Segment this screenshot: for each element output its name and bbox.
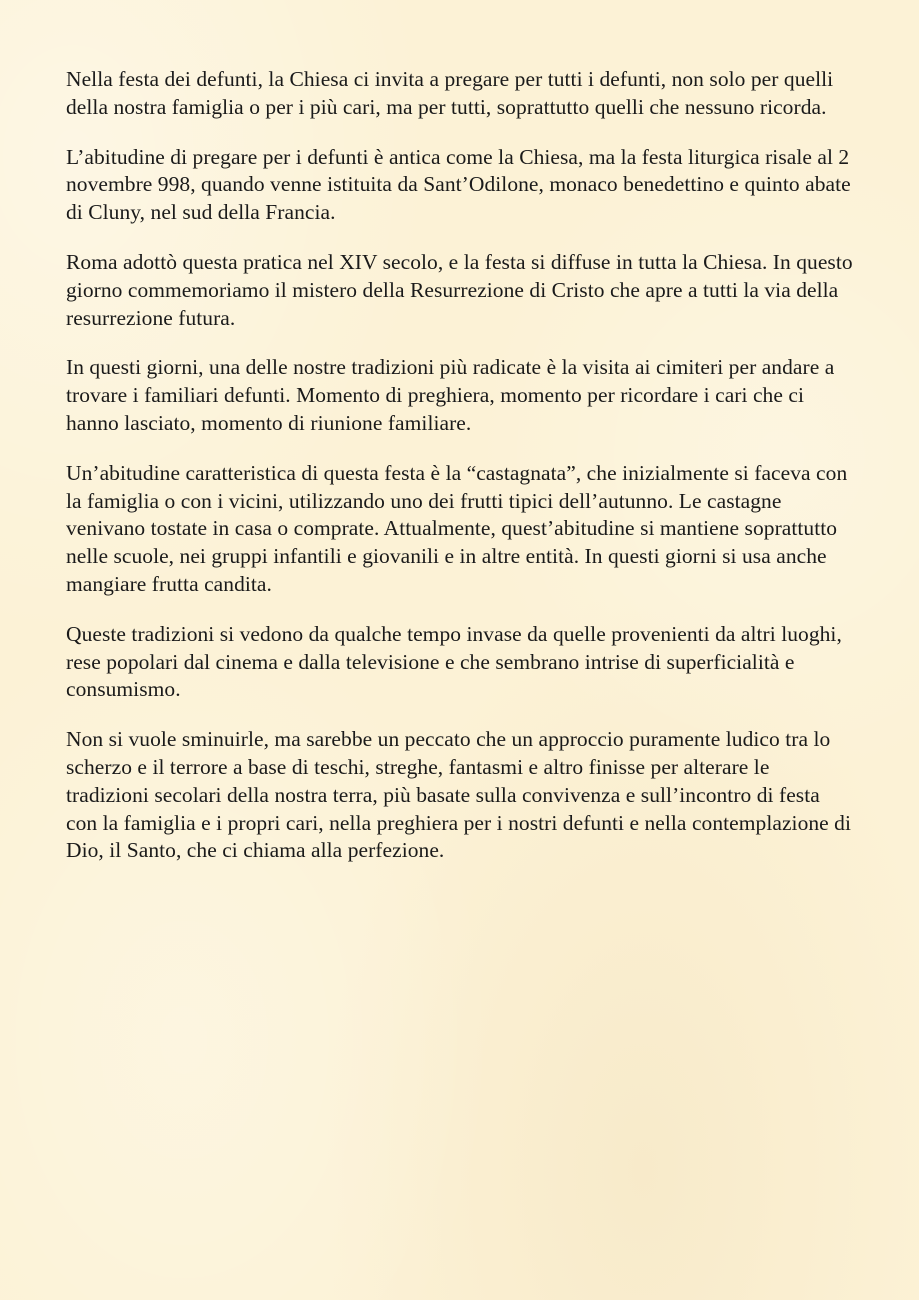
- paragraph-festa-defunti: Nella festa dei defunti, la Chiesa ci invita a pregare per tutti i defunti, non solo per quelli della nostra famiglia o per i più cari, ma per tutti, soprattutto quelli che nessuno ricorda.: [66, 67, 834, 119]
- paragraph-conclusione: Non si vuole sminuirle, ma sarebbe un peccato che un approccio puramente ludico tra lo scherzo e il terrore a base di teschi, streghe, fantasmi e altro finisse per alterare le tradizioni secolari della nostra terra, più basate sulla convivenza e sull’incontro di festa con la famiglia e i propri cari, nella preghiera per i nostri defunti e nella contemplazione di Dio, il Santo, che ci chiama alla perfezione.: [66, 727, 852, 863]
- paragraph-visita-cimiteri: In questi giorni, una delle nostre tradizioni più radicate è la visita ai cimiteri per andare a trovare i familiari defunti. Momento di preghiera, momento per ricordare i cari che ci hanno lasciato, momento di riunione familiare.: [66, 355, 835, 435]
- paragraph-roma-pratica: Roma adottò questa pratica nel XIV secolo, e la festa si diffuse in tutta la Chiesa. In questo giorno commemoriamo il mistero della Resurrezione di Cristo che apre a tutti la via della resurrezione futura.: [66, 249, 853, 330]
- paragraph-castagnata: Un’abitudine caratteristica di questa festa è la “castagnata”, che inizialmente si faceva con la famiglia o con i vicini, utilizzando uno dei frutti tipici dell’autunno. Le castagne venivano tostate in casa o comprate. Attualmente, quest’abitudine si mantiene soprattutto nelle scuole, nei gruppi infantili e giovanili e in altre entità. In questi giorni si usa anche mangiare frutta candita.: [66, 460, 848, 596]
- paragraph-origine-festa: L’abitudine di pregare per i defunti è antica come la Chiesa, ma la festa liturgica risale al 2 novembre 998, quando venne istituita da Sant’Odilone, monaco benedettino e quinto abate di Cluny, nel sud della Francia.: [66, 144, 851, 225]
- paragraph-tradizioni-invase: Queste tradizioni si vedono da qualche tempo invase da quelle provenienti da altri luoghi, rese popolari dal cinema e dalla televisione e che sembrano intrise di superficialità e consumismo.: [66, 621, 842, 702]
